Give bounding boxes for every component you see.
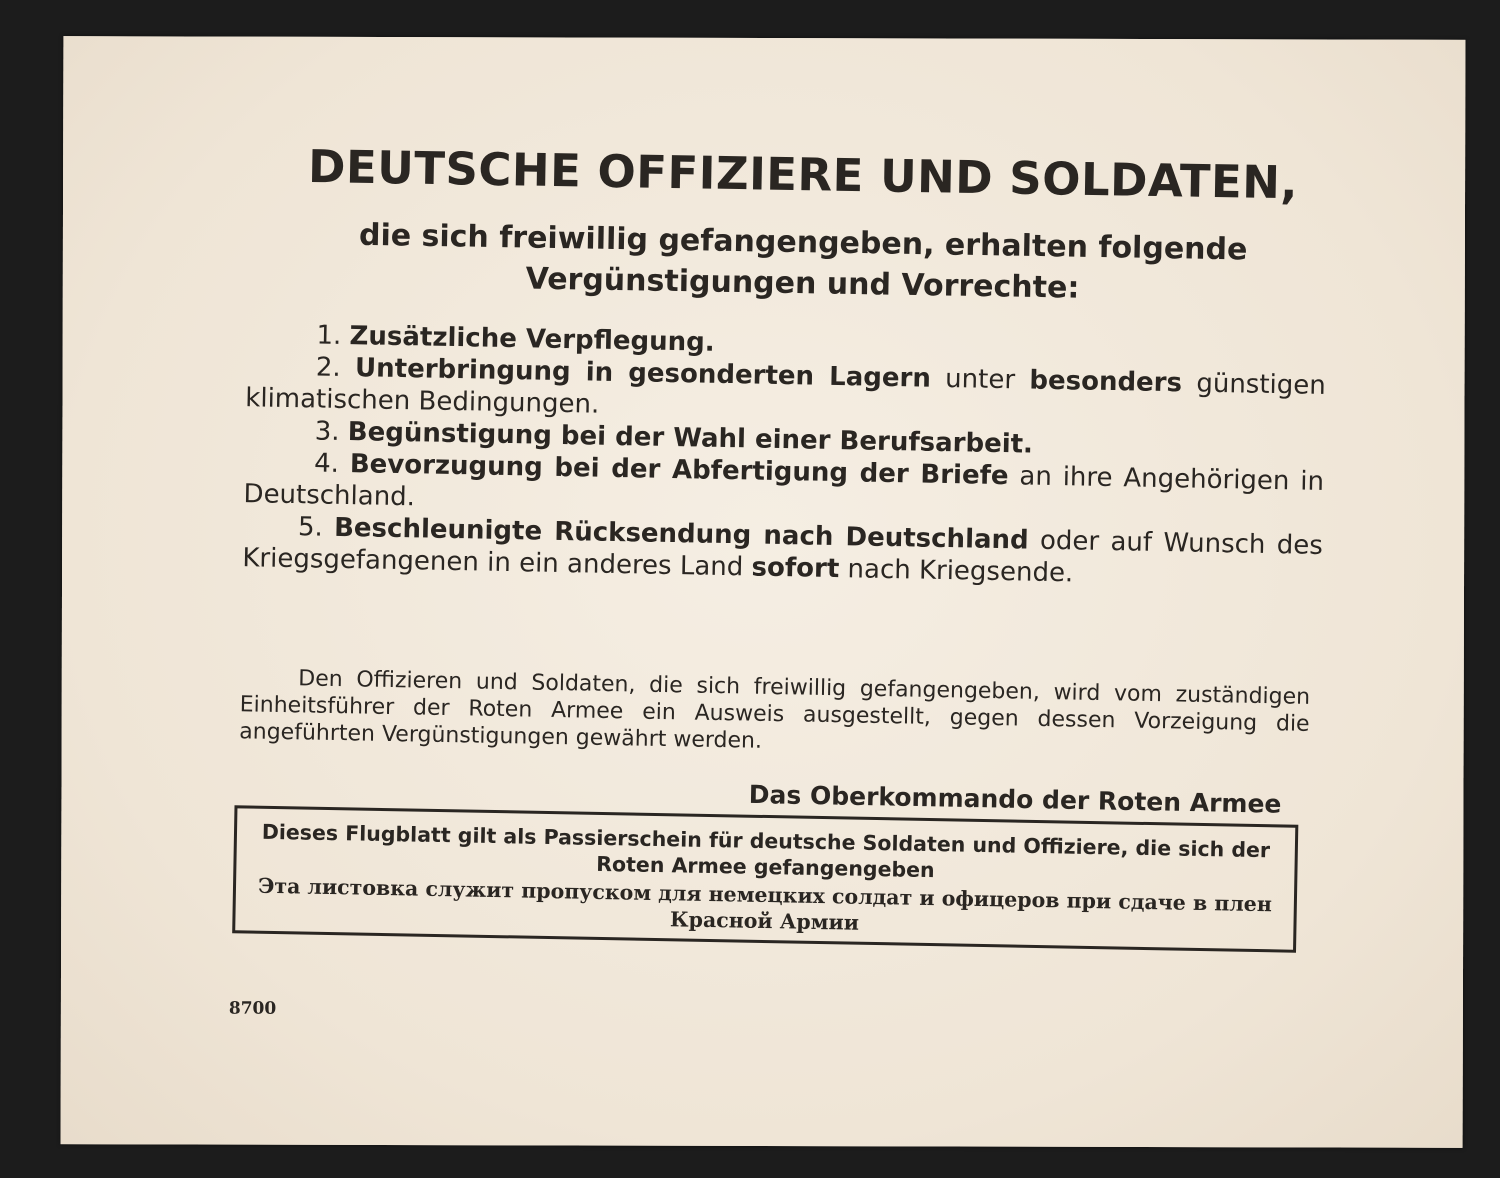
pass-text-german: Dieses Flugblatt gilt als Passierschein für deutsche Soldaten und Offiziere, die sich der Roten Armee gefangengeben <box>261 819 1271 883</box>
item-text: nach Kriegsende. <box>847 554 1074 589</box>
item-text: oder auf Wunsch des Kriegsgefangenen in ein anderes Land <box>242 525 1324 583</box>
item-number: 4. <box>313 448 340 479</box>
closing-paragraph: Den Offizieren und Soldaten, die sich freiwillig gefangengeben, wird vom zuständigen Einheitsführer der Roten Armee ein Ausweis ausgestellt, gegen dessen Vorzeigung die angeführten Vergünstigungen gewährt werden. <box>239 666 1311 754</box>
item-number: 5. <box>297 512 324 543</box>
benefits-list <box>242 318 1327 594</box>
item-text: günstigen klimatischen Bedingungen. <box>245 368 1327 420</box>
item-number: 1. <box>316 320 342 351</box>
item-number: 3. <box>314 416 340 447</box>
leaflet-subtitle <box>252 213 1353 313</box>
item-bold-text: Beschleunigte Rücksendung nach Deutschland <box>333 512 1029 556</box>
item-bold-text: Bevorzugung bei der Abfertigung der Briefe <box>349 449 1009 492</box>
item-bold-text: sofort <box>751 552 840 585</box>
signature: Das Oberkommando der Roten Armee <box>748 779 1282 819</box>
item-text: unter <box>944 363 1016 396</box>
item-bold-text: Begünstigung bei der Wahl einer Berufsarbeit. <box>347 417 1034 460</box>
pass-text-russian: Эта листовка служит пропуском для немецких солдат и офицеров при сдаче в плен Красной Армии <box>257 873 1273 935</box>
item-bold-text: Unterbringung in gesonderten Lagern <box>354 353 932 394</box>
item-bold-text: Zusätzliche Verpflegung. <box>349 321 715 358</box>
pass-box <box>232 805 1298 952</box>
subtitle-line-2: Vergünstigungen und Vorrechte: <box>525 261 1080 306</box>
leaflet-title: DEUTSCHE OFFIZIERE UND SOLDATEN, <box>307 139 1299 210</box>
leaflet-paper <box>61 36 1466 1148</box>
item-bold-text: besonders <box>1029 365 1183 399</box>
item-text: an ihre Angehörigen in Deutschland. <box>243 461 1325 513</box>
subtitle-line-1: die sich freiwillig gefangengeben, erhalten folgende <box>358 217 1248 268</box>
print-code: 8700 <box>228 998 277 1019</box>
item-number: 2. <box>315 352 341 383</box>
